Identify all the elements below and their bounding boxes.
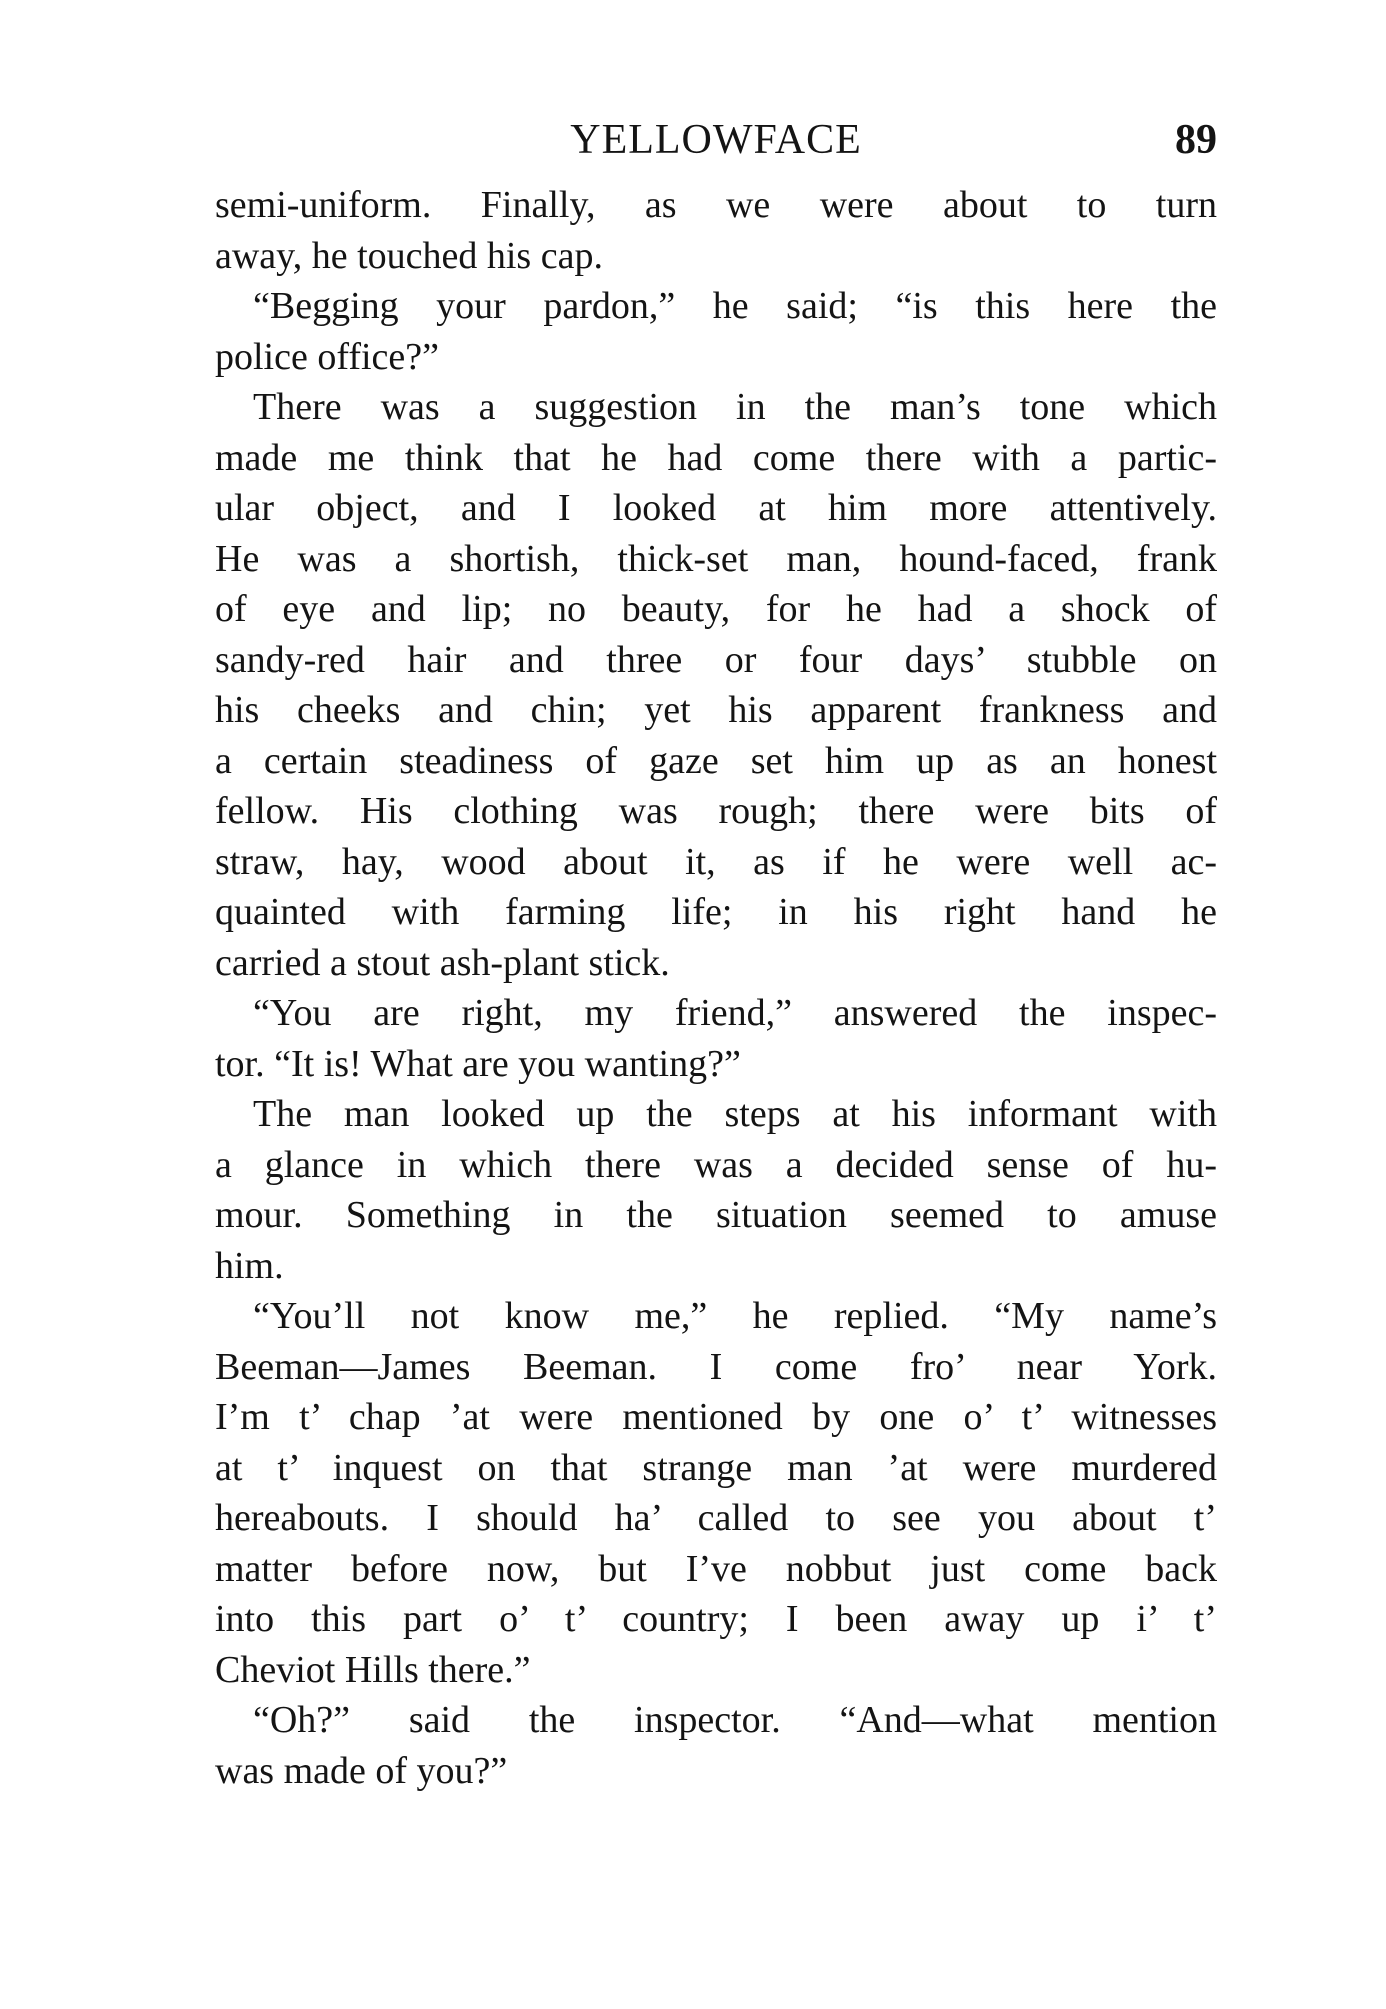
text-line: “Begging your pardon,” he said; “is this here the [253, 285, 1217, 327]
text-line: of eye and lip; no beauty, for he had a shock of [215, 588, 1217, 630]
text-line: “You are right, my friend,” answered the inspec- [253, 992, 1217, 1034]
text-line: Cheviot Hills there.” [215, 1648, 531, 1691]
text-line: semi-uniform. Finally, as we were about to turn [215, 184, 1217, 226]
text-line: a glance in which there was a decided sense of hu- [215, 1143, 1217, 1186]
text-line: carried a stout ash-plant stick. [215, 941, 670, 984]
body-text [215, 180, 1217, 1796]
text-line: matter before now, but I’ve nobbut just come back [215, 1547, 1217, 1590]
text-line: him. [215, 1244, 284, 1287]
text-line: at t’ inquest on that strange man ’at were murdered [215, 1446, 1217, 1489]
page-number: 89 [1175, 117, 1217, 163]
text-line: I’m t’ chap ’at were mentioned by one o’ t’ witnesses [215, 1396, 1217, 1438]
text-line: police office?” [215, 335, 439, 378]
text-line: mour. Something in the situation seemed to amuse [215, 1194, 1217, 1236]
text-line: There was a suggestion in the man’s tone which [253, 386, 1217, 428]
text-line: a certain steadiness of gaze set him up as an honest [215, 739, 1217, 782]
text-line: straw, hay, wood about it, as if he were well ac- [215, 840, 1217, 883]
text-line: Beeman—James Beeman. I come fro’ near York. [215, 1345, 1217, 1388]
text-line: “Oh?” said the inspector. “And—what mention [253, 1699, 1217, 1741]
running-head [215, 112, 1217, 168]
text-line: made me think that he had come there with a partic- [215, 436, 1217, 479]
text-line: sandy-red hair and three or four days’ stubble on [215, 638, 1217, 681]
running-title: YELLOWFACE [570, 117, 862, 163]
text-line: He was a shortish, thick-set man, hound-faced, frank [215, 537, 1217, 580]
text-line: into this part o’ t’ country; I been away up i’ t’ [215, 1598, 1217, 1640]
text-line: quainted with farming life; in his right hand he [215, 891, 1217, 933]
text-line: ular object, and I looked at him more attentively. [215, 487, 1217, 529]
text-line: hereabouts. I should ha’ called to see you about t’ [215, 1497, 1217, 1539]
text-line: his cheeks and chin; yet his apparent frankness and [215, 689, 1217, 731]
text-line: tor. “It is! What are you wanting?” [215, 1042, 741, 1085]
text-line: was made of you?” [215, 1749, 508, 1792]
text-line: “You’ll not know me,” he replied. “My name’s [253, 1295, 1217, 1337]
text-line: fellow. His clothing was rough; there were bits of [215, 790, 1217, 832]
text-line: The man looked up the steps at his informant with [253, 1093, 1217, 1135]
text-line: away, he touched his cap. [215, 234, 603, 277]
